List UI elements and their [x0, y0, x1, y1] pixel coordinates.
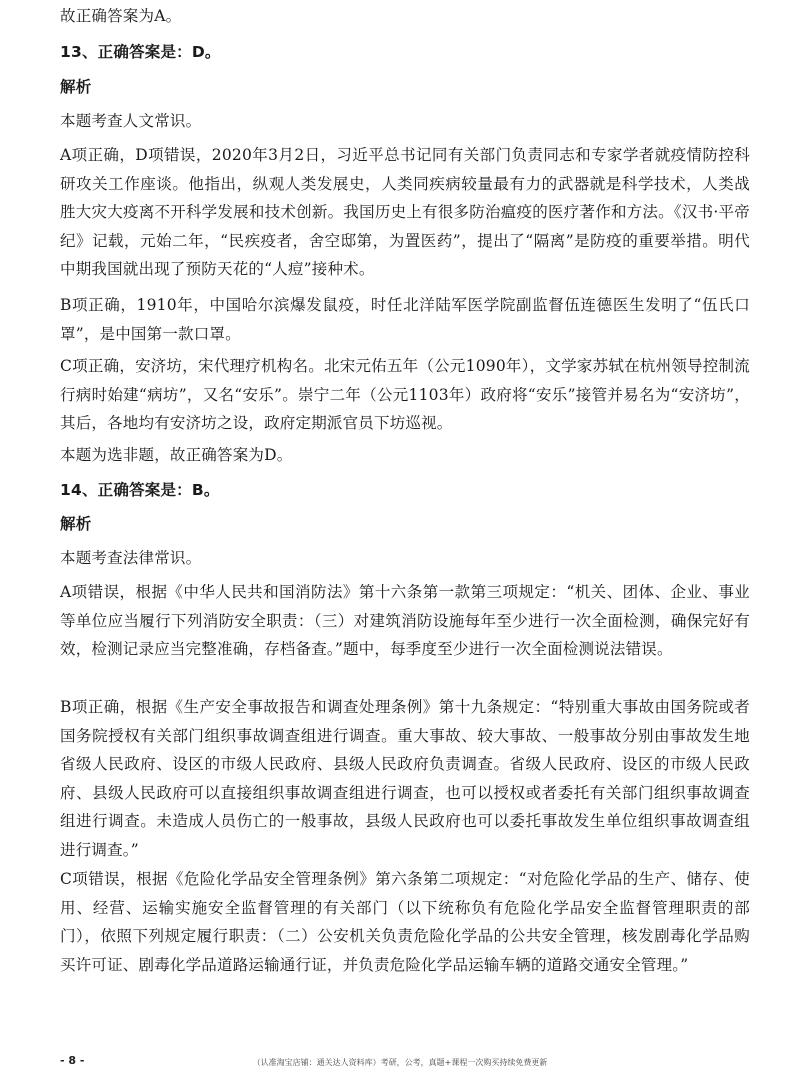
q14-intro: 本题考查法律常识。: [60, 549, 202, 567]
page-footer: [0, 1054, 800, 1074]
q13-paragraph-b: B项正确，1910年，中国哈尔滨爆发鼠疫，时任北洋陆军医学院副监督伍连德医生发明了“伍氏口罩”，是中国第一款口罩。: [60, 296, 750, 343]
q13-conclusion: 本题为选非题，故正确答案为D。: [60, 446, 293, 464]
page-number: - 8 -: [60, 1054, 85, 1067]
q14-paragraph-c: C项错误，根据《危险化学品安全管理条例》第六条第二项规定：“对危险化学品的生产、储存、使用、经营、运输实施安全监督管理的有关部门（以下统称负有危险化学品安全监督管理职责的部门），依照下列规定履行职责：（二）公安机关负责危险化学品的公共安全管理，核发剧毒化学品购买许可证、剧毒化学品道路运输通行证，并负责危险化学品运输车辆的道路交通安全管理。”: [60, 870, 750, 974]
q13-paragraph-c: C项正确，安济坊，宋代理疗机构名。北宋元佑五年（公元1090年），文学家苏轼在杭州领导控制流行病时始建“病坊”，又名“安乐”。崇宁二年（公元1103年）政府将“安乐”接管并易名为“安济坊”，其后，各地均有安济坊之设，政府定期派官员下坊巡视。: [60, 357, 750, 433]
q13-analysis-label: 解析: [60, 78, 92, 96]
q13-paragraph-a: A项正确，D项错误，2020年3月2日，习近平总书记同有关部门负责同志和专家学者就疫情防控科研攻关工作座谈。他指出，纵观人类发展史，人类同疾病较量最有力的武器就是科学技术，人类战胜大灾大疫离不开科学发展和技术创新。我国历史上有很多防治瘟疫的医疗著作和方法。《汉书·平帝纪》记载，元始二年，“民疾疫者，舍空邸第，为置医药”，提出了“隔离”是防疫的重要举措。明代中期我国就出现了预防天花的“人痘”接种术。: [60, 146, 750, 279]
q14-analysis-label: 解析: [60, 515, 92, 533]
q14-paragraph-b: B项正确，根据《生产安全事故报告和调查处理条例》第十九条规定：“特别重大事故由国务院或者国务院授权有关部门组织事故调查组进行调查。重大事故、较大事故、一般事故分别由事故发生地省级人民政府、设区的市级人民政府、县级人民政府负责调查。省级人民政府、设区的市级人民政府、县级人民政府可以直接组织事故调查组进行调查，也可以授权或者委托有关部门组织事故调查组进行调查。未造成人员伤亡的一般事故，县级人民政府也可以委托事故发生单位组织事故调查组进行调查。”: [60, 698, 750, 859]
footer-note: （认准淘宝店铺：通关达人资料库）考研，公考，真题+课程一次购买持续免费更新: [252, 1058, 548, 1067]
q13-intro: 本题考查人文常识。: [60, 112, 202, 130]
previous-answer-line: 故正确答案为A。: [60, 7, 182, 25]
q13-heading: 13、正确答案是：D。: [60, 43, 221, 61]
q14-heading: 14、正确答案是：B。: [60, 481, 220, 499]
q14-paragraph-a: A项错误，根据《中华人民共和国消防法》第十六条第一款第三项规定：“机关、团体、企业、事业等单位应当履行下列消防安全职责：（三）对建筑消防设施每年至少进行一次全面检测，确保完好有效，检测记录应当完整准确，存档备查。”题中，每季度至少进行一次全面检测说法错误。: [60, 583, 750, 659]
